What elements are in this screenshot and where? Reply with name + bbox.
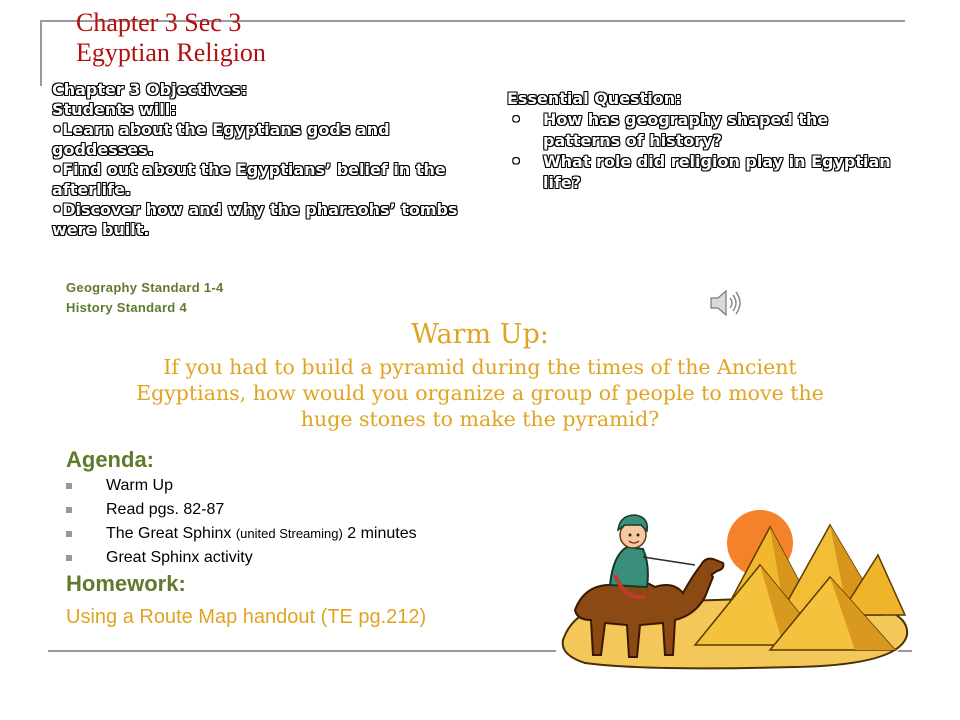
homework-text: Using a Route Map handout (TE pg.212) xyxy=(66,606,427,628)
essential-question-text: How has geography shaped the patterns of history? xyxy=(543,110,829,150)
history-standard: History Standard 4 xyxy=(66,300,187,315)
standards-block xyxy=(66,278,224,318)
objective-item: •Find out about the Egyptians’ belief in the afterlife. xyxy=(52,160,446,199)
square-bullet-icon xyxy=(66,507,72,513)
agenda-item xyxy=(66,546,417,570)
agenda-item-text: The Great Sphinx xyxy=(106,525,236,542)
essential-question-text: What role did religion play in Egyptian life? xyxy=(543,152,891,192)
square-bullet-icon xyxy=(66,555,72,561)
objectives-block xyxy=(52,80,482,240)
objective-item: •Learn about the Egyptians gods and goddesses. xyxy=(52,120,390,159)
agenda-item-text: Read pgs. 82-87 xyxy=(106,501,225,518)
objective-item: •Discover how and why the pharaohs’ tombs were built. xyxy=(52,200,458,239)
square-bullet-icon xyxy=(66,531,72,537)
frame-bottom-rule xyxy=(48,650,556,652)
page-title xyxy=(76,8,266,68)
agenda-item-text: Great Sphinx activity xyxy=(106,549,253,566)
essential-question-block xyxy=(507,88,907,193)
objectives-subheading: Students will: xyxy=(52,100,177,119)
essential-question-list xyxy=(507,109,907,193)
homework-title: Homework: xyxy=(66,571,186,596)
agenda-item-source: (united Streaming) xyxy=(235,526,343,541)
agenda-item xyxy=(66,474,417,498)
camel-rider-pyramids-clipart xyxy=(555,505,915,670)
essential-question-item xyxy=(507,109,907,151)
bullet-icon: • xyxy=(511,152,522,171)
warmup-prompt: If you had to build a pyramid during the times of the Ancient Egyptians, how would you organize a group of people to move the huge stones to make the pyramid? xyxy=(136,355,824,431)
essential-question-heading: Essential Question: xyxy=(507,89,682,108)
warmup-title: Warm Up: xyxy=(411,319,549,350)
agenda-item xyxy=(66,498,417,522)
agenda-item-duration: 2 minutes xyxy=(342,525,417,542)
title-line-1: Chapter 3 Sec 3 xyxy=(76,8,242,37)
speaker-icon[interactable] xyxy=(708,287,744,319)
agenda-item-text: Warm Up xyxy=(106,477,173,494)
objectives-heading: Chapter 3 Objectives: xyxy=(52,80,248,99)
agenda-item xyxy=(66,522,417,546)
agenda-list xyxy=(66,474,417,570)
title-line-2: Egyptian Religion xyxy=(76,38,266,67)
geography-standard: Geography Standard 1-4 xyxy=(66,280,224,295)
agenda-title: Agenda: xyxy=(66,447,154,472)
frame-left-rule xyxy=(40,20,42,86)
square-bullet-icon xyxy=(66,483,72,489)
bullet-icon: • xyxy=(511,110,522,129)
essential-question-item xyxy=(507,151,907,193)
